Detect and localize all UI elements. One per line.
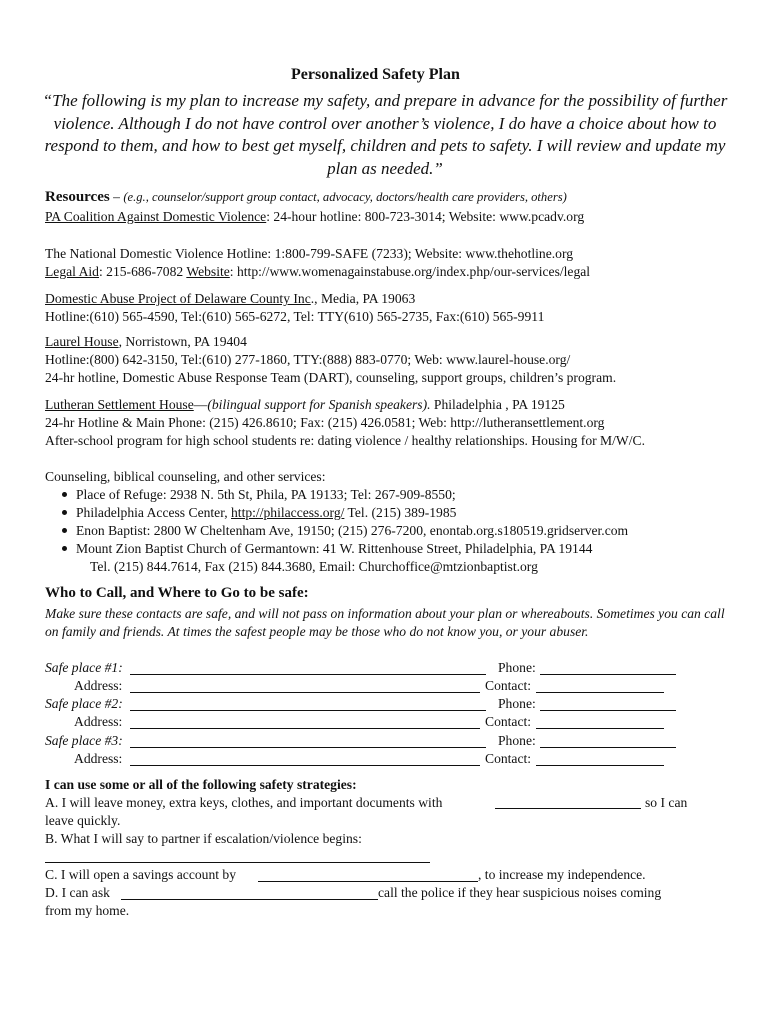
safe-place-1-label: Safe place #1:: [45, 660, 123, 675]
dap-name: Domestic Abuse Project of Delaware County Inc: [45, 291, 311, 306]
list-item: [62, 487, 456, 503]
resources-dash: –: [109, 189, 124, 204]
counseling-intro: Counseling, biblical counseling, and other services:: [45, 469, 326, 484]
list-item: [62, 541, 592, 557]
strategy-d-cont: from my home.: [45, 903, 130, 918]
contact-label: Contact:: [485, 751, 532, 766]
list-item-text: Enon Baptist: 2800 W Cheltenham Ave, 19150; (215) 276-7200, enontab.org.s180519.gridserver.com: [76, 523, 629, 538]
dap-phones: Hotline:(610) 565-4590, Tel:(610) 565-6272, Tel: TTY(610) 565-2735, Fax:(610) 565-9911: [45, 309, 545, 324]
strategy-a-pre: A. I will leave money, extra keys, clothes, and important documents with: [45, 795, 443, 810]
list-item-text: Philadelphia Access Center,: [76, 505, 231, 520]
pcadv-line: [45, 209, 584, 225]
list-item-continuation: Tel. (215) 844.7614, Fax (215) 844.3680, Email: Churchoffice@mtzionbaptist.org: [90, 559, 538, 574]
strategy-c-pre: C. I will open a savings account by: [45, 867, 237, 882]
lutheran-phones: 24-hr Hotline & Main Phone: (215) 426.8610; Fax: (215) 426.0581; Web: http://lutheransettlement.org: [45, 415, 605, 430]
strategy-a-field[interactable]: [495, 808, 641, 809]
strategy-d-pre: D. I can ask: [45, 885, 110, 900]
lutheran-note: (bilingual support for Spanish speakers).: [207, 397, 431, 412]
safe-place-2-field[interactable]: [130, 710, 486, 711]
dap-location: ., Media, PA 19063: [310, 291, 416, 306]
strategy-d-field[interactable]: [121, 899, 378, 900]
list-item-text: Tel. (215) 389-1985: [344, 505, 457, 520]
ndvh-line: The National Domestic Violence Hotline: 1:800-799-SAFE (7233); Website: www.thehotline.org: [45, 246, 574, 261]
safe-place-3-contact-field[interactable]: [536, 765, 664, 766]
list-item-text: Place of Refuge: 2938 N. 5th St, Phila, PA 19133; Tel: 267-909-8550;: [76, 487, 456, 502]
laurel-phones: Hotline:(800) 642-3150, Tel:(610) 277-1860, TTY:(888) 883-0770; Web: www.laurel-house.org/: [45, 352, 571, 367]
legal-aid-line: [45, 264, 590, 280]
lutheran-line: [45, 397, 565, 413]
page-title: Personalized Safety Plan: [291, 66, 460, 83]
phone-label: Phone:: [498, 733, 536, 748]
safe-place-1-address-field[interactable]: [130, 692, 480, 693]
laurel-location: , Norristown, PA 19404: [118, 334, 247, 349]
lutheran-programs: After-school program for high school students re: dating violence / healthy relationships. Housing for M/W/C.: [45, 433, 645, 448]
safe-place-3-label: Safe place #3:: [45, 733, 123, 748]
intro-quote: “The following is my plan to increase my safety, and prepare in advance for the possibility of further violence. Although I do not have control over another’s violence, I do have a choice about how to respond to them, and how to best get myself, children and pets to safety. I will review and update my plan as needed.”: [42, 91, 728, 178]
resources-heading-line: [45, 189, 567, 206]
safe-place-2-label: Safe place #2:: [45, 696, 123, 711]
strategy-a-post: so I can: [645, 795, 688, 810]
bullet-icon: [62, 528, 67, 533]
lutheran-location: Philadelphia , PA 19125: [430, 397, 565, 412]
laurel-services: 24-hr hotline, Domestic Abuse Response Team (DART), counseling, support groups, children’s program.: [45, 370, 617, 385]
safe-place-2-address-field[interactable]: [130, 728, 480, 729]
resources-heading: Resources: [45, 189, 110, 205]
address-label: Address:: [74, 751, 123, 766]
bullet-icon: [62, 546, 67, 551]
strategy-c-field[interactable]: [258, 881, 478, 882]
laurel-name: Laurel House: [45, 334, 119, 349]
pcadv-name: PA Coalition Against Domestic Violence: [45, 209, 267, 224]
address-label: Address:: [74, 678, 123, 693]
strategy-a-cont: leave quickly.: [45, 813, 121, 828]
legal-aid-name: Legal Aid: [45, 264, 99, 279]
phone-label: Phone:: [498, 696, 536, 711]
lutheran-dash: —: [193, 397, 208, 412]
lutheran-name: Lutheran Settlement House: [45, 397, 194, 412]
strategy-d-post: call the police if they hear suspicious noises coming: [378, 885, 662, 900]
pcadv-details: : 24-hour hotline: 800-723-3014; Website: www.pcadv.org: [266, 209, 585, 224]
legal-aid-website-label: Website: [186, 264, 230, 279]
safe-place-2-contact-field[interactable]: [536, 728, 664, 729]
strategy-b: B. What I will say to partner if escalation/violence begins:: [45, 831, 362, 846]
strategy-c-post: , to increase my independence.: [478, 867, 646, 882]
safe-place-1-phone-field[interactable]: [540, 674, 676, 675]
philaccess-link[interactable]: http://philaccess.org/: [231, 505, 345, 520]
phone-label: Phone:: [498, 660, 536, 675]
contact-label: Contact:: [485, 678, 532, 693]
legal-aid-phone: : 215-686-7082: [98, 264, 187, 279]
dap-line: [45, 291, 415, 307]
laurel-line: [45, 334, 247, 350]
who-to-call-heading: Who to Call, and Where to Go to be safe:: [45, 585, 309, 601]
list-item: [62, 505, 456, 521]
bullet-icon: [62, 492, 67, 497]
list-item: [62, 523, 628, 539]
resources-examples: (e.g., counselor/support group contact, advocacy, doctors/health care providers, others): [123, 190, 567, 204]
who-to-call-note: Make sure these contacts are safe, and will not pass on information about your plan or whereabouts. Sometimes you can call on family and friends. At times the safest people may be those who do not know you, or your abuser.: [45, 606, 725, 639]
safe-place-3-field[interactable]: [130, 747, 486, 748]
strategy-b-field[interactable]: [45, 862, 430, 863]
legal-aid-url: : http://www.womenagainstabuse.org/index.php/our-services/legal: [229, 264, 591, 279]
safe-place-2-phone-field[interactable]: [540, 710, 676, 711]
safe-place-1-contact-field[interactable]: [536, 692, 664, 693]
contact-label: Contact:: [485, 714, 532, 729]
safe-place-1-field[interactable]: [130, 674, 486, 675]
strategies-heading: I can use some or all of the following safety strategies:: [45, 777, 357, 792]
address-label: Address:: [74, 714, 123, 729]
list-item-text: Mount Zion Baptist Church of Germantown: 41 W. Rittenhouse Street, Philadelphia, PA 19144: [76, 541, 593, 556]
bullet-icon: [62, 510, 67, 515]
safe-place-3-phone-field[interactable]: [540, 747, 676, 748]
safe-place-3-address-field[interactable]: [130, 765, 480, 766]
